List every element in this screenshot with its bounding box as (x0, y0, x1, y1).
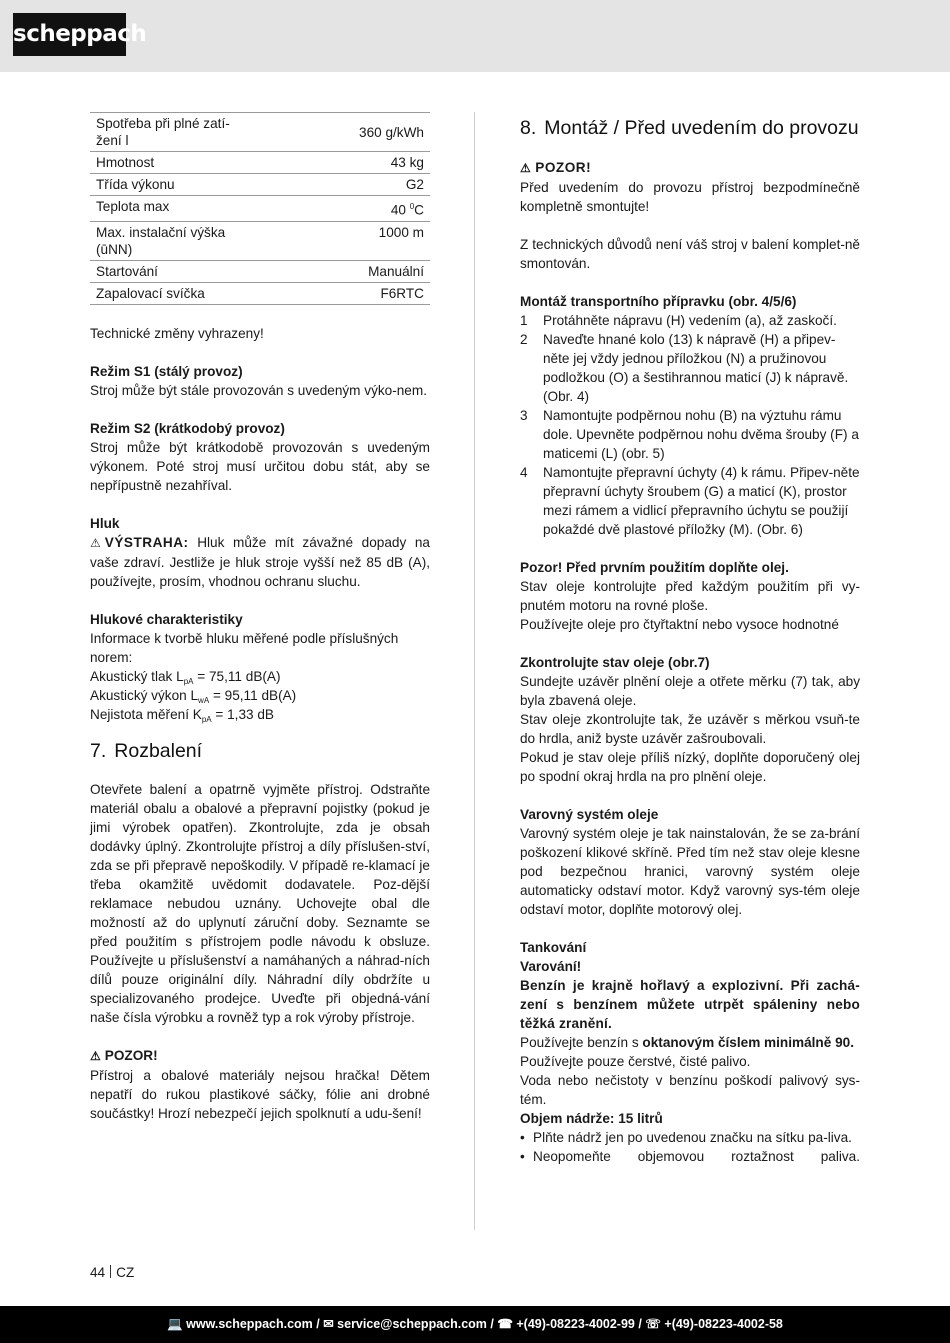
oil-first-text: Stav oleje kontrolujte před každým použitím při vy-pnutém motoru na rovné ploše. (520, 579, 860, 613)
right-column (520, 112, 860, 1166)
spec-value: 1000 m (252, 221, 430, 260)
fuel-warning-label: Varování! (520, 959, 582, 974)
kpa-line: Nejistota měření $K_{pA} = 1,33$ dB (90, 706, 274, 724)
oil-warning-heading: Varovný systém oleje (520, 807, 659, 822)
warning-label: ⚠ POZOR! (520, 158, 860, 178)
noise-warning: ⚠ VÝSTRAHA: Hluk může mít závažné dopady na vaše zdraví. Jestliže je hluk stroje vyšší než 85 dB (A), používejte, prosím, vhodnou ochranu sluchu. (90, 534, 430, 589)
noise-char-intro: Informace k tvorbě hluku měřené podle příslušných norem: (90, 630, 399, 665)
oil-check-text: Sundejte uzávěr plnění oleje a otřete měrku (7) tak, aby byla zbavená oleje. (520, 674, 860, 708)
page-number: 44 CZ (90, 1265, 135, 1280)
section-7-text: Otevřete balení a opatrně vyjměte přístroj. Odstraňte materiál obalu a obalové a přepravní pojistky (pokud je jimi výrobek opatřen). Zkontrolujte, zda je obsah dodávky úplný. Zkontrolujte přístroj a díly příslušen-ství, zda se při přepravě nepoškodily. V případě re-klamací je třeba okamžitě uvědomit dodavatele. Poz-dější reklamace nebudou uznány. Uchovejte obal dle možností až do uplynutí záruční doby. Seznamte se před použitím s přístrojem podle návodu k obsluze. Používejte u příslušenství a namáhaných a náhrad-ních dílů pouze originální díly. Náhradní díly obdržíte u specializovaného prodejce. Uveďte při objedná-vání naše čísla výrobku a rovněž typ a rok výroby přístroje. (90, 781, 430, 1025)
transport-steps (520, 311, 860, 539)
spec-label: Třída výkonu (90, 174, 252, 196)
list-item: 1 Protáhněte nápravu (H) vedením (a), až zaskočí. (520, 313, 837, 328)
spec-value: F6RTC (252, 282, 430, 304)
list-item: • Plňte nádrž jen po uvedenou značku na sítku pa-liva. (520, 1130, 852, 1145)
warning-text: Před uvedením do provozu přístroj bezpodmínečně kompletně smontujte! (520, 180, 860, 214)
warning-triangle-icon: ⚠ (520, 161, 532, 175)
oil-check-text-3: Pokud je stav oleje příliš nízký, doplňte doporučený olej po spodní okraj hrdla na pro plnění oleje. (520, 750, 860, 784)
fuel-fresh-text: Používejte pouze čerstvé, čisté palivo. (520, 1054, 751, 1069)
spec-label: Max. instalační výška (ūNN) (90, 221, 252, 260)
lpa-line: Akustický tlak $L_{pA} = 75,11$ dB(A) (90, 668, 281, 686)
table-row (90, 174, 430, 196)
s1-text: Stroj může být stále provozován s uvedeným výko-nem. (90, 382, 427, 398)
tech-reason-text: Z technických důvodů není váš stroj v balení komplet-ně smontován. (520, 237, 860, 271)
table-row (90, 152, 430, 174)
scheppach-logo: scheppach (13, 13, 126, 56)
fuel-heading: Tankování (520, 940, 587, 955)
spec-label: Spotřeba při plné zatí- žení l (90, 113, 252, 152)
spec-value: Manuální (252, 260, 430, 282)
s2-text: Stroj může být krátkodobě provozován s uvedeným výkonem. Poté stroj musí určitou dobu stát, aby se nepřípustně nezahříval. (90, 439, 430, 493)
spec-label: Startování (90, 260, 252, 282)
section-7-heading: 7. Rozbalení (90, 739, 203, 762)
spec-value: 43 kg (252, 152, 430, 174)
table-row (90, 196, 430, 222)
lwa-line: Akustický výkon $L_{wA} = 95,11$ dB(A) (90, 687, 297, 705)
fuel-bullets (520, 1128, 860, 1166)
tank-volume: Objem nádrže: 15 litrů (520, 1111, 663, 1126)
warning-triangle-icon: ⚠ (90, 1048, 101, 1063)
list-item: 2 Naveďte hnané kolo (13) k nápravě (H) a připev-něte jej vždy jednou příložkou (N) a pružinovou podložkou (O) a šestihrannou maticí (J) k nápravě. (Obr. 4) (520, 332, 849, 404)
contact-info: www.scheppach.com / ✉ service@scheppach.com / ☎ +(49)-08223-4002-99 / ☏ +(49)-08223-4002-58 (186, 1317, 783, 1331)
list-item: 4 Namontujte přepravní úchyty (4) k rámu. Připev-něte přepravní úchyty šroubem (G) a maticí (K), prostor mezi rámem a vidlicí přepravního úchytu se použijí pokaždé dvě plastové příložky (M). (Obr. 6) (520, 465, 860, 537)
section-8-heading: 8. Montáž / Před uvedením do provozu (520, 117, 859, 139)
oil-check-text-2: Stav oleje zkontrolujte tak, že uzávěr s měrkou vsuň-te do hrdla, aniž byste uzávěr zašroubovali. (520, 712, 860, 746)
contact-footer (0, 1306, 950, 1343)
oil-first-text-2: Používejte oleje pro čtyřtaktní nebo vysoce hodnotné (520, 617, 839, 632)
computer-icon: 💻 (167, 1317, 187, 1331)
oil-warning-text: Varovný systém oleje je tak nainstalován, že se za-brání poškození klikové skříně. Před tím než stav oleje klesne pod bezpečnou hranici, varovný systém oleje automaticky odstaví motor. Když varovný sys-tém oleje odstaví motor, doplňte motorový olej. (520, 826, 860, 917)
left-column (90, 112, 430, 1123)
s1-heading: Režim S1 (stálý provoz) (90, 363, 243, 379)
transport-heading: Montáž transportního přípravku (obr. 4/5/6) (520, 294, 797, 309)
table-row (90, 282, 430, 304)
section-7-warning-label: ⚠ POZOR! (90, 1046, 430, 1066)
warning-triangle-icon: ⚠ (90, 535, 101, 550)
spec-label: Teplota max (90, 196, 252, 222)
oil-first-heading: Pozor! Před prvním použitím doplňte olej. (520, 560, 789, 575)
fuel-octane-text: Používejte benzín s oktanovým číslem minimálně 90. (520, 1035, 854, 1050)
spec-label: Hmotnost (90, 152, 252, 174)
table-row (90, 221, 430, 260)
spec-value: G2 (252, 174, 430, 196)
oil-check-heading: Zkontrolujte stav oleje (obr.7) (520, 655, 710, 670)
list-item: • Neopomeňte objemovou roztažnost paliva. (520, 1149, 860, 1164)
list-item: 3 Namontujte podpěrnou nohu (B) na výztuhu rámu dole. Upevněte podpěrnou nohu dvěma šrouby (F) a maticemi (L) (obr. 5) (520, 408, 859, 461)
section-7-warning-text: Přístroj a obalové materiály nejsou hračka! Dětem nepatří do rukou plastikové sáčky, fólie ani drobné součástky! Hrozí nebezpečí jejich spolknutí a udu-šení! (90, 1067, 430, 1121)
spec-table (90, 112, 430, 305)
table-row (90, 113, 430, 152)
tech-changes-note: Technické změny vyhrazeny! (90, 325, 264, 341)
column-divider (474, 112, 475, 1230)
spec-value: 40 $^0$C (252, 196, 430, 222)
spec-label: Zapalovací svíčka (90, 282, 252, 304)
noise-heading: Hluk (90, 515, 120, 531)
spec-value: 360 g/kWh (252, 113, 430, 152)
fuel-warning-text: Benzín je krajně hořlavý a explozivní. Při zachá-zení s benzínem můžete utrpět spáleniny nebo těžká zranění. (520, 978, 860, 1031)
table-row (90, 260, 430, 282)
s2-heading: Režim S2 (krátkodobý provoz) (90, 420, 285, 436)
page-header (0, 0, 950, 72)
fuel-water-text: Voda nebo nečistoty v benzínu poškodí palivový sys-tém. (520, 1073, 860, 1107)
noise-char-heading: Hlukové charakteristiky (90, 611, 243, 627)
